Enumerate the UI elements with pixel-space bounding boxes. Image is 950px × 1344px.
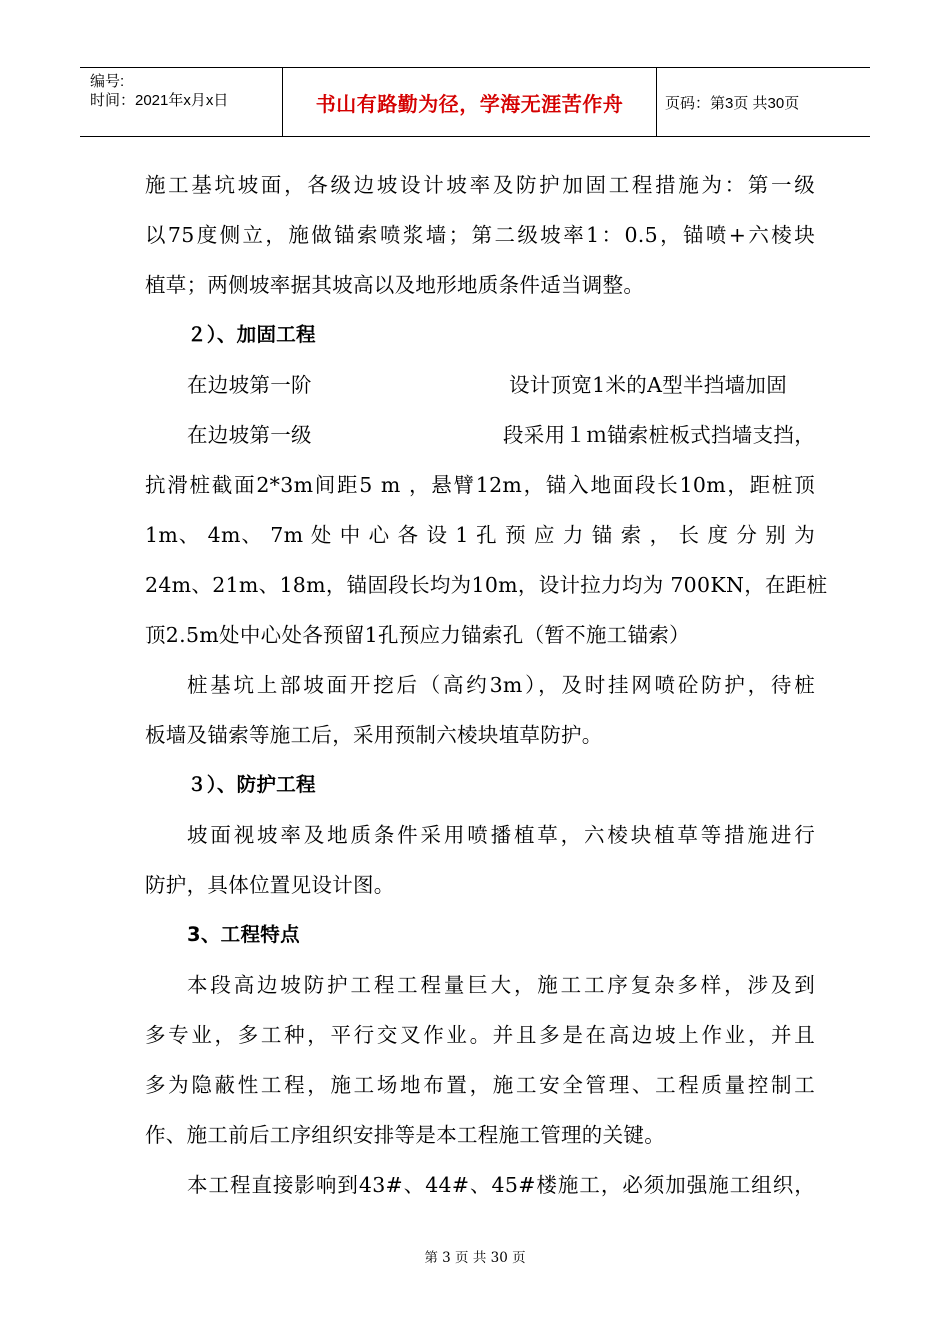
section-heading-features: 3、工程特点 (187, 923, 300, 946)
body-line-segment: 在边坡第一阶 (187, 373, 312, 397)
body-line: 本段高边坡防护工程工程量巨大，施工工序复杂多样，涉及到 (187, 973, 815, 997)
body-line: 1m、 4m、 7m 处 中 心 各 设 1 孔 预 应 力 锚 索 ， 长 度 分 别 为 (145, 523, 815, 547)
body-line: 板墙及锚索等施工后，采用预制六棱块埴草防护。 (145, 723, 603, 747)
page-header (80, 67, 870, 137)
header-meta (80, 68, 282, 136)
body-line-segment: 设计顶宽1米的A型半挡墙加固 (508, 373, 787, 397)
body-line: 防护，具体位置见设计图。 (145, 873, 395, 897)
header-page-info-cell (657, 68, 870, 136)
section-heading-reinforcement: ２）、加固工程 (187, 323, 316, 346)
body-line: 以75度侧立，施做锚索喷浆墙；第二级坡率1：0.5，锚喷+六棱块 (145, 223, 815, 247)
document-time: 时间：2021年x月x日 (90, 92, 229, 109)
body-line-segment: 在边坡第一级 (187, 423, 312, 447)
body-line (145, 360, 815, 410)
body-line (145, 410, 815, 460)
body-line: 植草；两侧坡率据其坡高以及地形地质条件适当调整。 (145, 273, 645, 297)
body-line: 本工程直接影响到43#、44#、45#楼施工，必须加强施工组织， (187, 1173, 815, 1197)
page-footer: 第 3 页 共 30 页 (424, 1250, 526, 1266)
header-motto: 书山有路勤为径，学海无涯苦作舟 (315, 91, 624, 116)
body-line: 桩基坑上部坡面开挖后（高约3m），及时挂网喷砼防护，待桩 (187, 673, 815, 697)
body-line-segment: 段采用１ｍ锚索桩板式挡墙支挡， (503, 423, 815, 447)
body-line: 抗滑桩截面2*3m间距5 m ，悬臂12m，锚入地面段长10m，距桩顶 (145, 473, 815, 497)
body-line: 多专业，多工种，平行交叉作业。并且多是在高边坡上作业，并且 (145, 1023, 815, 1047)
document-number-label: 编号: (90, 73, 125, 90)
section-heading-protection: ３）、防护工程 (187, 773, 316, 796)
body-line: 多为隐蔽性工程，施工场地布置，施工安全管理、工程质量控制工 (145, 1073, 815, 1097)
body-line: 顶2.5m处中心处各预留1孔预应力锚索孔（暂不施工锚索） (145, 623, 690, 647)
body-line: 24m、21m、18m，锚固段长均为10m，设计拉力均为 700KN，在距桩 (145, 573, 828, 597)
header-page-info: 页码：第3页 共30页 (665, 94, 800, 112)
header-motto-cell (282, 68, 657, 136)
document-body (145, 160, 828, 1210)
body-line: 作、施工前后工序组织安排等是本工程施工管理的关键。 (145, 1123, 665, 1147)
body-line: 施工基坑坡面，各级边坡设计坡率及防护加固工程措施为：第一级 (145, 173, 815, 197)
body-line: 坡面视坡率及地质条件采用喷播植草，六棱块植草等措施进行 (187, 823, 815, 847)
